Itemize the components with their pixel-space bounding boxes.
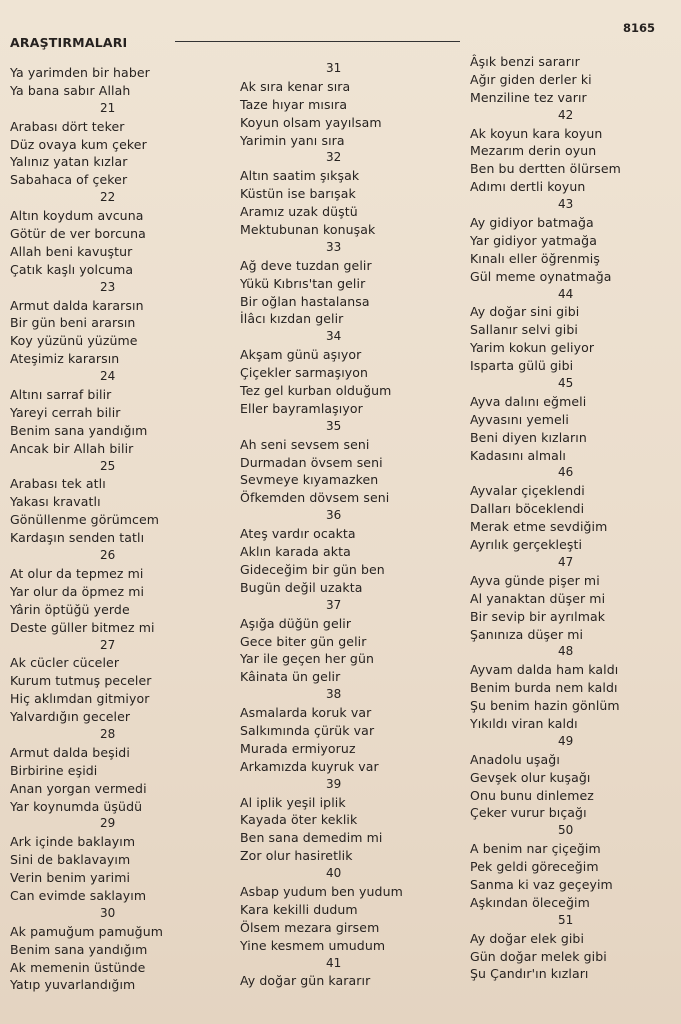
verse-line: Ancak bir Allah bilir: [10, 440, 134, 456]
journal-title: ARAŞTIRMALARI: [10, 35, 128, 50]
stanza: [240, 418, 445, 507]
verse-line: Düz ovaya kum çeker: [10, 136, 147, 152]
stanza: [10, 279, 215, 368]
verse-line: Kayada öter keklik: [240, 812, 358, 828]
verse-line: Ayva günde pişer mi: [470, 572, 600, 588]
verse-line: Sini de baklavayım: [10, 852, 131, 868]
verse-line: Çeker vurur bıçağı: [470, 805, 587, 821]
verse-line: Gönüllenme görümcem: [10, 512, 160, 528]
verse-line: Götür de ver borcuna: [10, 226, 146, 242]
verse-line: Pek geldi göreceğim: [470, 859, 599, 875]
verse-line: Koy yüzünü yüzüme: [10, 333, 138, 349]
verse-line: Gideceğim bir gün ben: [240, 561, 385, 577]
verse-line: Altın koydum avcuna: [10, 208, 144, 224]
verse-line: Gevşek olur kuşağı: [470, 769, 591, 785]
stanza-number: 24: [100, 369, 116, 384]
text-column-right: [470, 53, 675, 983]
verse-line: Ateş vardır ocakta: [240, 526, 356, 542]
stanza-number: 37: [326, 597, 342, 612]
verse-line: Çatık kaşlı yolcuma: [10, 261, 134, 277]
verse-line: Birbirine eşidi: [10, 762, 98, 778]
verse-line: Mezarım derin oyun: [470, 143, 597, 159]
verse-line: Bir oğlan hastalansa: [240, 293, 370, 309]
verse-line: Ayrılık gerçekleşti: [470, 537, 583, 553]
stanza: [240, 776, 445, 865]
verse-line: Ak koyun kara koyun: [470, 125, 603, 141]
verse-line: Ayvalar çiçeklendi: [470, 483, 585, 499]
verse-line: Ay gidiyor batmağa: [470, 215, 594, 231]
verse-line: Yar ile geçen her gün: [240, 651, 374, 667]
verse-line: Sevmeye kıyamazken: [240, 472, 379, 488]
verse-line: Sabahaca of çeker: [10, 172, 128, 188]
stanza-number: 45: [558, 376, 574, 391]
stanza-number: 39: [326, 776, 342, 791]
verse-line: Aklın karada akta: [240, 544, 351, 560]
verse-line: Ak cücler cüceler: [10, 655, 120, 671]
stanza-number: 22: [100, 190, 116, 205]
verse-line: Tez gel kurban olduğum: [240, 383, 392, 399]
verse-line: Ak memenin üstünde: [10, 959, 146, 975]
verse-line: Ayva dalını eğmeli: [470, 393, 587, 409]
header-rule: [175, 41, 460, 42]
verse-line: Ben bu dertten ölürsem: [470, 161, 621, 177]
verse-line: Aşığa düğün gelir: [240, 615, 352, 631]
verse-line: Murada ermiyoruz: [240, 740, 356, 756]
stanza: [470, 286, 675, 375]
verse-line: Yar koynumda üşüdü: [10, 798, 143, 814]
stanza: [470, 107, 675, 196]
stanza: [240, 328, 445, 417]
stanza-number: 49: [558, 733, 574, 748]
verse-line: Ağır giden derler ki: [470, 71, 592, 87]
verse-line: Yarim kokun geliyor: [470, 340, 595, 356]
verse-line: Aşkından öleceğim: [470, 894, 590, 910]
stanza: [240, 239, 445, 328]
stanza: [470, 912, 675, 984]
verse-line: Ölsem mezara girsem: [240, 919, 380, 935]
verse-line: Anan yorgan vermedi: [10, 780, 147, 796]
stanza: [470, 554, 675, 643]
verse-line: Yakası kravatlı: [10, 494, 101, 510]
verse-line: At olur da tepmez mi: [10, 565, 144, 581]
stanza-number: 26: [100, 548, 116, 563]
verse-line: Ayvasını yemeli: [470, 411, 569, 427]
stanza: [10, 637, 215, 726]
stanza: [470, 822, 675, 911]
stanza: [470, 375, 675, 464]
stanza-number: 50: [558, 823, 574, 838]
stanza: [240, 507, 445, 596]
stanza: [240, 955, 445, 991]
verse-line: Bir gün beni ararsın: [10, 315, 136, 331]
verse-line: Merak etme sevdiğim: [470, 519, 608, 535]
stanza-number: 42: [558, 107, 574, 122]
stanza-number: 33: [326, 239, 342, 254]
verse-line: Yar gidiyor yatmağa: [470, 232, 597, 248]
page-number: 8165: [623, 21, 656, 35]
verse-line: Yar olur da öpmez mi: [10, 583, 145, 599]
verse-line: Âşık benzi sararır: [470, 54, 580, 69]
stanza: [470, 643, 675, 732]
verse-line: Al iplik yeşil iplik: [240, 794, 346, 810]
stanza-number: 41: [326, 955, 342, 970]
verse-line: Ah seni sevsem seni: [240, 436, 370, 452]
stanza: [240, 60, 445, 149]
verse-line: Yalınız yatan kızlar: [10, 154, 128, 170]
verse-line: Ay doğar gün kararır: [240, 973, 371, 989]
verse-line: Şu Çandır'ın kızları: [470, 966, 589, 982]
verse-line: Eller bayramlaşıyor: [240, 400, 363, 416]
stanza-number: 43: [558, 197, 574, 212]
verse-line: Yükü Kıbrıs'tan gelir: [240, 275, 366, 291]
verse-line: Benim sana yandığım: [10, 941, 148, 957]
verse-line: Küstün ise barışak: [240, 186, 356, 202]
stanza-number: 28: [100, 726, 116, 741]
verse-line: Ark içinde baklayım: [10, 834, 136, 850]
verse-line: Arabası dört teker: [10, 118, 125, 134]
stanza: [240, 149, 445, 238]
verse-line: Gül meme oynatmağa: [470, 268, 612, 284]
verse-line: Verin benim yarimi: [10, 870, 131, 886]
stanza: [240, 686, 445, 775]
text-column-left: [10, 64, 215, 994]
verse-line: Ateşimiz kararsın: [10, 351, 120, 367]
stanza-number: 30: [100, 905, 116, 920]
verse-line: Koyun olsam yayılsam: [240, 114, 382, 130]
verse-line: Ak pamuğum pamuğum: [10, 923, 163, 939]
verse-line: Mektubunan konuşak: [240, 222, 376, 238]
verse-line: Taze hıyar mısıra: [240, 96, 348, 112]
stanza-number: 48: [558, 644, 574, 659]
verse-line: Durmadan övsem seni: [240, 454, 383, 470]
verse-line: Kurum tutmuş peceler: [10, 673, 152, 689]
verse-line: Beni diyen kızların: [470, 429, 587, 445]
verse-line: Asbap yudum ben yudum: [240, 883, 403, 899]
stanza-number: 23: [100, 279, 116, 294]
verse-line: Ak sıra kenar sıra: [240, 78, 351, 94]
verse-line: Arkamızda kuyruk var: [240, 758, 379, 774]
stanza-number: 35: [326, 418, 342, 433]
stanza-number: 29: [100, 816, 116, 831]
stanza: [10, 815, 215, 904]
verse-line: Yatıp yuvarlandığım: [10, 977, 136, 993]
stanza: [10, 547, 215, 636]
verse-line: Deste güller bitmez mi: [10, 619, 155, 635]
verse-line: Gün doğar melek gibi: [470, 948, 607, 964]
verse-line: İlâcı kızdan gelir: [240, 311, 344, 327]
verse-line: Bir sevip bir ayrılmak: [470, 608, 606, 624]
verse-line: Kara kekilli dudum: [240, 901, 358, 917]
verse-line: Al yanaktan düşer mi: [470, 590, 606, 606]
stanza: [470, 733, 675, 822]
stanza-number: 21: [100, 100, 116, 115]
verse-line: Benim burda nem kaldı: [470, 680, 618, 696]
verse-line: Aramız uzak düştü: [240, 204, 358, 220]
verse-line: Yıkıldı viran kaldı: [470, 715, 578, 731]
verse-line: Ya bana sabır Allah: [10, 82, 131, 98]
stanza: [10, 189, 215, 278]
verse-line: Ya yarimden bir haber: [10, 65, 150, 80]
stanza-number: 47: [558, 554, 574, 569]
verse-line: Isparta gülü gibi: [470, 358, 574, 374]
verse-line: Öfkemden dövsem seni: [240, 490, 390, 506]
verse-line: Arabası tek atlı: [10, 476, 106, 492]
stanza-number: 40: [326, 866, 342, 881]
verse-line: Şanınıza düşer mi: [470, 626, 584, 642]
stanza: [10, 905, 215, 994]
stanza-number: 25: [100, 458, 116, 473]
verse-line: Yârin öptüğü yerde: [10, 601, 130, 617]
verse-line: Altını sarraf bilir: [10, 387, 112, 403]
stanza: [10, 726, 215, 815]
stanza-number: 32: [326, 150, 342, 165]
verse-line: Dalları böceklendi: [470, 501, 585, 517]
stanza-number: 38: [326, 687, 342, 702]
stanza: [10, 64, 215, 100]
verse-line: Ay doğar sini gibi: [470, 304, 580, 320]
stanza: [470, 464, 675, 553]
verse-line: Yareyi cerrah bilir: [10, 404, 121, 420]
verse-line: Menziline tez varır: [470, 89, 587, 105]
verse-line: Benim sana yandığım: [10, 422, 148, 438]
verse-line: Ben sana demedim mi: [240, 830, 383, 846]
verse-line: Ayvam dalda ham kaldı: [470, 662, 619, 678]
verse-line: Armut dalda kararsın: [10, 297, 144, 313]
verse-line: Akşam günü aşıyor: [240, 347, 362, 363]
stanza: [240, 865, 445, 954]
verse-line: A benim nar çiçeğim: [470, 841, 601, 857]
verse-line: Salkımında çürük var: [240, 722, 375, 738]
verse-line: Çiçekler sarmaşıyon: [240, 365, 369, 381]
verse-line: Armut dalda beşidi: [10, 744, 130, 760]
stanza: [470, 53, 675, 107]
verse-line: Gece biter gün gelir: [240, 633, 367, 649]
verse-line: Kadasını almalı: [470, 447, 567, 463]
verse-line: Ay doğar elek gibi: [470, 930, 585, 946]
verse-line: Sallanır selvi gibi: [470, 322, 578, 338]
verse-line: Allah beni kavuştur: [10, 243, 133, 259]
verse-line: Can evimde saklayım: [10, 887, 147, 903]
verse-line: Kâinata ün gelir: [240, 669, 341, 685]
verse-line: Anadolu uşağı: [470, 751, 560, 767]
stanza-number: 31: [326, 61, 342, 75]
stanza: [10, 458, 215, 547]
stanza-number: 34: [326, 329, 342, 344]
stanza-number: 27: [100, 637, 116, 652]
stanza: [10, 368, 215, 457]
verse-line: Hiç aklımdan gitmiyor: [10, 691, 150, 707]
verse-line: Bugün değil uzakta: [240, 579, 363, 595]
verse-line: Adımı dertli koyun: [470, 179, 586, 195]
verse-line: Altın saatim şıkşak: [240, 168, 360, 184]
verse-line: Zor olur hasiretlik: [240, 848, 353, 864]
verse-line: Sanma ki vaz geçeyim: [470, 876, 613, 892]
text-column-middle: [240, 60, 445, 990]
verse-line: Yine kesmem umudum: [240, 937, 386, 953]
stanza-number: 44: [558, 286, 574, 301]
verse-line: Kardaşın senden tatlı: [10, 530, 145, 546]
stanza: [10, 100, 215, 189]
stanza-number: 36: [326, 508, 342, 523]
stanza-number: 46: [558, 465, 574, 480]
stanza-number: 51: [558, 912, 574, 927]
verse-line: Yalvardığın geceler: [10, 709, 131, 725]
verse-line: Yarimin yanı sıra: [240, 132, 345, 148]
stanza: [470, 196, 675, 285]
verse-line: Asmalarda koruk var: [240, 705, 372, 721]
verse-line: Ağ deve tuzdan gelir: [240, 257, 372, 273]
verse-line: Onu bunu dinlemez: [470, 787, 594, 803]
stanza: [240, 597, 445, 686]
verse-line: Kınalı eller öğrenmiş: [470, 250, 600, 266]
verse-line: Şu benim hazin gönlüm: [470, 698, 620, 714]
